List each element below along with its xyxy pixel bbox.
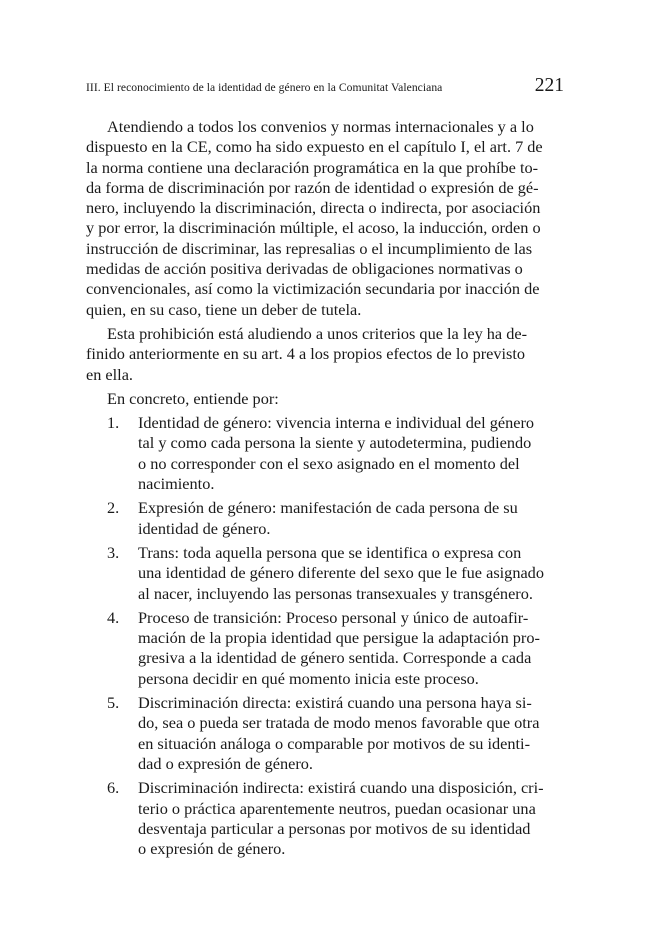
list-item-number: 2.	[107, 498, 120, 518]
paragraph-3: En concreto, entiende por:	[107, 388, 279, 408]
header-title: III. El reconocimiento de la identidad de género en la Comunitat Valenciana	[86, 81, 443, 94]
list-item	[86, 498, 564, 539]
paragraph-1: Atendiendo a todos los convenios y normas internacionales y a lo dispuesto en la CE, como ha sido expuesto en el capítulo I, el art. 7 de la norma contiene una declaración programática en la que prohíbe to- da forma de discriminación por razón de identidad o expresión de gé- nero, incluyendo la discriminación, directa o indirecta, por asociación y por error, la discriminación múltiple, el acoso, la inducción, orden o instrucción de discriminar, las represalias o el incumplimiento de las medidas de acción positiva derivadas de obligaciones normativas o convencionales, así como la victimización secundaria por inacción de quien, en su caso, tiene un deber de tutela.	[86, 117, 543, 319]
list-item-number: 1.	[107, 413, 120, 433]
list-item-number: 6.	[107, 778, 120, 798]
list-item-text: Trans: toda aquella persona que se identifica o expresa con una identidad de género diferente del sexo que le fue asignado al nacer, incluyendo las personas transexuales y transgénero.	[138, 542, 544, 603]
list-item	[86, 778, 564, 859]
list-item	[86, 693, 564, 774]
list-item	[86, 608, 564, 689]
list-item-number: 4.	[107, 607, 120, 627]
page-number: 221	[534, 75, 564, 96]
list-item-text: Discriminación indirecta: existirá cuando una disposición, cri- terio o práctica aparentemente neutros, puedan ocasionar una desventaja particular a personas por motivos de su identidad o expresión de género.	[138, 778, 544, 859]
body-text	[86, 117, 564, 863]
list-item-number: 3.	[107, 542, 120, 562]
list-item-text: Proceso de transición: Proceso personal y único de autoafir- mación de la propia identidad que persigue la adaptación pro- gresiva a la identidad de género sentida. Corresponde a cada persona decidir en qué momento inicia este proceso.	[138, 607, 540, 688]
list-item-text: Identidad de género: vivencia interna e individual del género tal y como cada persona la siente y autodetermina, pudiendo o no corresponder con el sexo asignado en el momento del nacimiento.	[138, 413, 535, 494]
list-item-text: Expresión de género: manifestación de cada persona de su identidad de género.	[138, 498, 518, 538]
paragraph-2: Esta prohibición está aludiendo a unos criterios que la ley ha de- finido anteriormente en su art. 4 a los propios efectos de lo previsto en ella.	[86, 323, 528, 384]
list-item	[86, 413, 564, 494]
list-item-number: 5.	[107, 693, 120, 713]
list-item-text: Discriminación directa: existirá cuando una persona haya si- do, sea o pueda ser tratada de modo menos favorable que otra en situación análoga o comparable por motivos de su identi- dad o expresión de género.	[138, 693, 540, 773]
list-item	[86, 543, 564, 604]
running-header	[86, 76, 564, 98]
definition-list	[86, 413, 564, 859]
